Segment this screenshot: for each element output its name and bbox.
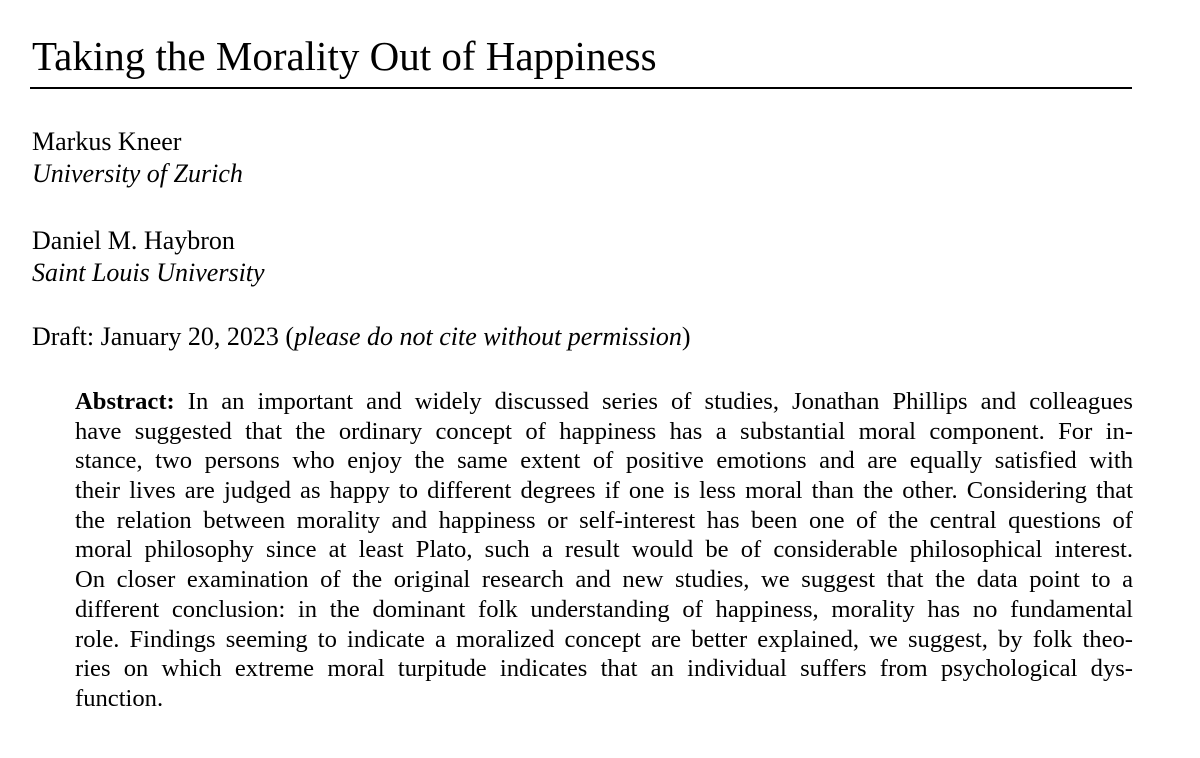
abstract-line: the relation between morality and happiness or self-interest has been one of the central questions of bbox=[75, 506, 1133, 534]
author-block bbox=[32, 225, 265, 289]
draft-permission-note: please do not cite without permission bbox=[294, 322, 682, 351]
paper-title: Taking the Morality Out of Happiness bbox=[32, 33, 657, 79]
draft-suffix: ) bbox=[681, 322, 691, 351]
author-affiliation: University of Zurich bbox=[32, 159, 243, 188]
abstract-line bbox=[75, 387, 1133, 417]
draft-notice bbox=[32, 321, 691, 353]
abstract-line: ries on which extreme moral turpitude indicates that an individual suffers from psychological dys- bbox=[75, 655, 1133, 683]
author-name: Markus Kneer bbox=[32, 127, 182, 156]
abstract-line: different conclusion: in the dominant folk understanding of happiness, morality has no fundamental bbox=[75, 595, 1133, 623]
author-block bbox=[32, 126, 243, 190]
abstract-line: role. Findings seeming to indicate a moralized concept are better explained, we suggest, by folk theo- bbox=[75, 625, 1133, 653]
title-divider bbox=[30, 87, 1132, 89]
abstract-line: stance, two persons who enjoy the same extent of positive emotions and are equally satisfied with bbox=[75, 447, 1133, 475]
abstract-line: have suggested that the ordinary concept of happiness has a substantial moral component. For in- bbox=[75, 417, 1133, 445]
author-name: Daniel M. Haybron bbox=[32, 226, 235, 255]
abstract-line: their lives are judged as happy to different degrees if one is less moral than the other. Considering that bbox=[75, 477, 1133, 505]
abstract-line: function. bbox=[75, 684, 164, 712]
abstract bbox=[75, 387, 1133, 714]
abstract-label: Abstract: bbox=[75, 388, 175, 415]
abstract-line: moral philosophy since at least Plato, such a result would be of considerable philosophical interest. bbox=[75, 536, 1133, 564]
abstract-line-text: In an important and widely discussed series of studies, Jonathan Phillips and colleagues bbox=[187, 388, 1133, 415]
author-affiliation: Saint Louis University bbox=[32, 258, 265, 287]
abstract-line: On closer examination of the original research and new studies, we suggest that the data point to a bbox=[75, 566, 1133, 594]
draft-date: Draft: January 20, 2023 ( bbox=[32, 322, 295, 351]
